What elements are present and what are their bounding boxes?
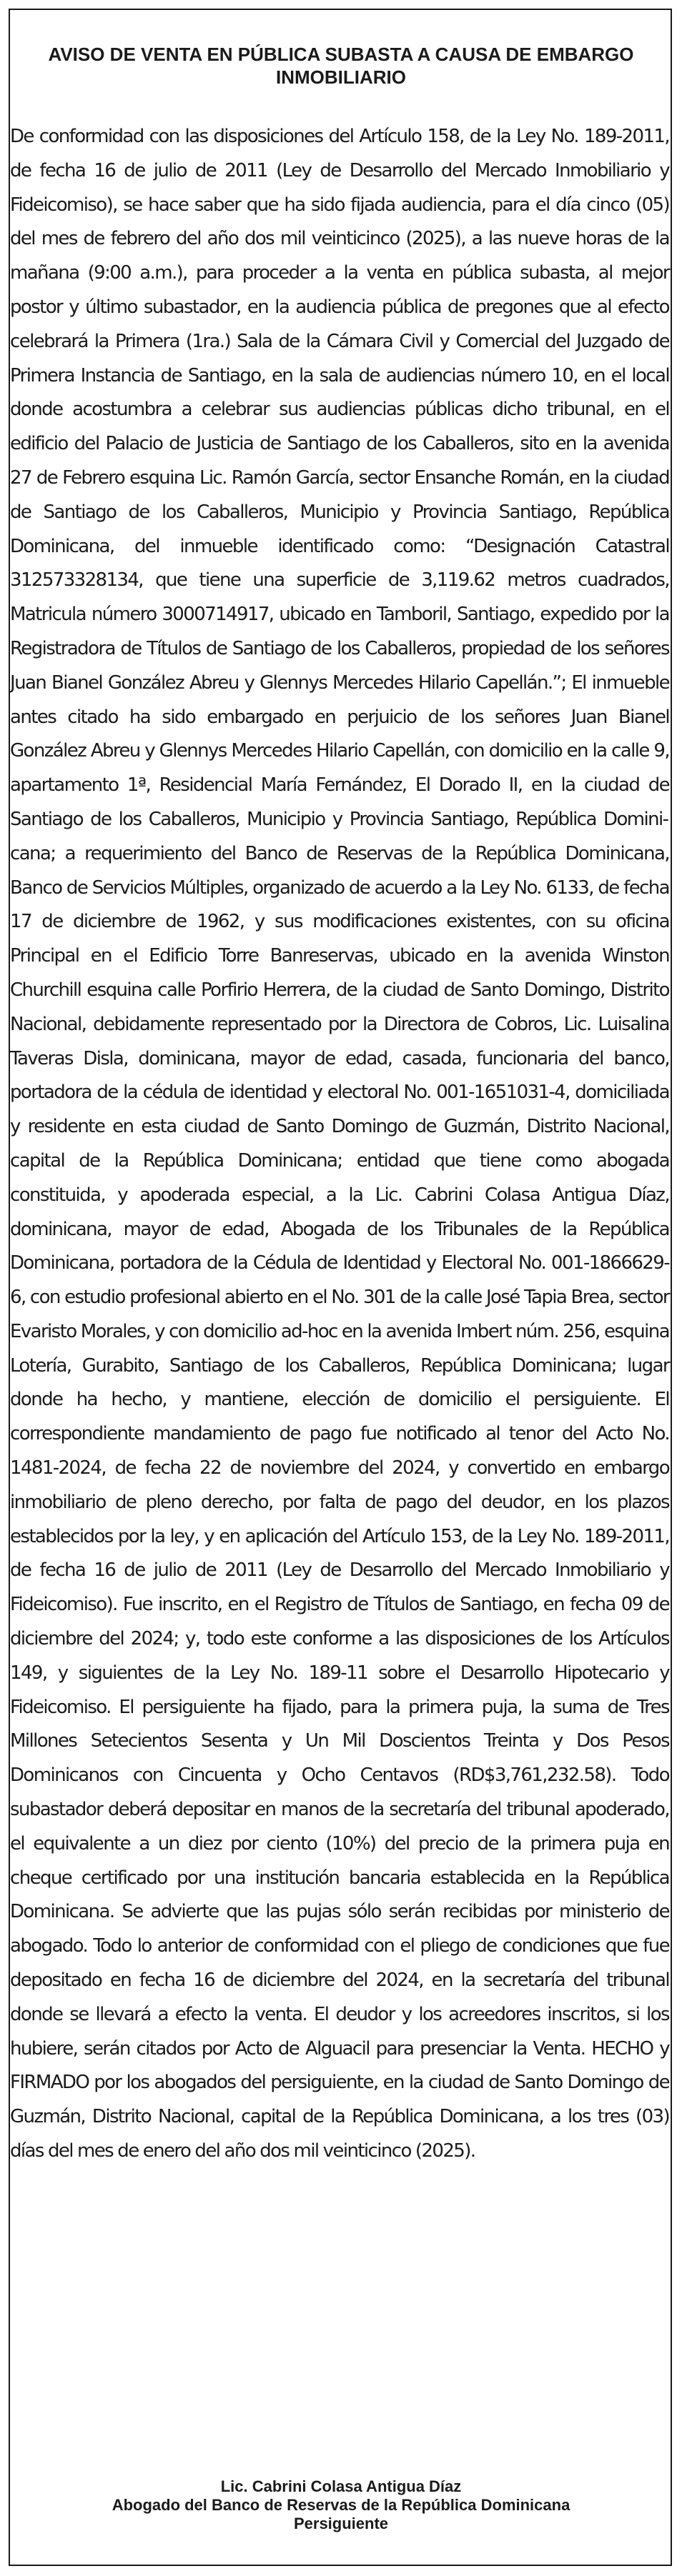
signer-role: Abogado del Banco de Reservas de la República Dominicana (112, 2496, 570, 2514)
notice-body: De conformidad con las disposiciones del Artículo 158, de la Ley No. 189-2011, de fecha 16 de julio de 2011 (Ley de Desarrollo del Mercado Inmobiliario y Fideicomiso), se hace saber que ha sido fijada audiencia, para el día cinco (05) del mes de febrero del año dos mil veinticinco (2025), a las nueve horas de la mañana (9:00 a.m.), para proceder a la venta en pública subasta, al mejor postor y último subastador, en la audiencia pública de pregones que al efecto celebrará la Primera (1ra.) Sala de la Cámara Civil y Comercial del Juzgado de Primera Instancia de Santiago, en la sala de audiencias número 10, en el local donde acostumbra a celebrar sus audiencias públicas dicho tribunal, en el edificio del Palacio de Justicia de Santiago de los Caballeros, sito en la avenida 27 de Febrero esquina Lic. Ramón García, sector Ensanche Román, en la ciudad de Santiago de los Caballeros, Municipio y Provincia Santiago, República Dominicana, del inmueble identificado como: “Designación Catastral 312573328134, que tiene una superficie de 3,119.62 metros cuadrados, Matricula número 3000714917, ubicado en Tamboril, Santiago, expedido por la Registradora de Títulos de Santiago de los Caballeros, propiedad de los señores Juan Bianel González Abreu y Glennys Mercedes Hilario Capellán.”; El inmueble antes citado ha sido embargado en perjuicio de los señores Juan Bianel González Abreu y Glennys Mercedes Hilario Capellán, con domicilio en la calle 9, apartamento 1ª, Residencial María Fernández, El Dorado II, en la ciudad de Santiago de los Caballeros, Municipio y Provincia Santiago, República Dominicana; a requerimiento del Banco de Reservas de la República Dominicana, Banco de Servicios Múltiples, organizado de acuerdo a la Ley No. 6133, de fecha 17 de diciembre de 1962, y sus modificaciones existentes, con su oficina Principal en el Edificio Torre Banreservas, ubicado en la avenida Winston Churchill esquina calle Porfirio Herrera, de la ciudad de Santo Domingo, Distrito Nacional, debidamente representado por la Directora de Cobros, Lic. Luisalina Taveras Disla, dominicana, mayor de edad, casada, funcionaria del banco, portadora de la cédula de identidad y electoral No. 001-1651031-4, domiciliada y residente en esta ciudad de Santo Domingo de Guzmán, Distrito Nacional, capital de la República Dominicana; entidad que tiene como abogada constituida, y apoderada especial, a la Lic. Cabrini Colasa Antigua Díaz, dominicana, mayor de edad, Abogada de los Tribunales de la República Dominicana, portadora de la Cédula de Identidad y Electoral No. 001-1866629-6, con estudio profesional abierto en el No. 301 de la calle José Tapia Brea, sector Evaristo Morales, y con domicilio ad-hoc en la avenida Imbert núm. 256, esquina Lotería, Gurabito, Santiago de los Caballeros, República Dominicana; lugar donde ha hecho, y mantiene, elección de domicilio el persiguiente. El correspondiente mandamiento de pago fue notificado al tenor del Acto No. 1481-2024, de fecha 22 de noviembre del 2024, y convertido en embargo inmobiliario de pleno derecho, por falta de pago del deudor, en los plazos establecidos por la ley, y en aplicación del Artículo 153, de la Ley No. 189-2011, de fecha 16 de julio de 2011 (Ley de Desarrollo del Mercado Inmobiliario y Fideicomiso). Fue inscrito, en el Registro de Títulos de Santiago, en fecha 09 de diciembre del 2024; y, todo este conforme a las disposiciones de los Artículos 149, y siguientes de la Ley No. 189-11 sobre el Desarrollo Hipotecario y Fideicomiso. El persiguiente ha fijado, para la primera puja, la suma de Tres Millones Setecientos Sesenta y Un Mil Doscientos Treinta y Dos Pesos Dominicanos con Cincuenta y Ocho Centavos (RD$3,761,232.58). Todo subastador deberá depositar en manos de la secretaría del tribunal apoderado, el equivalente a un diez por ciento (10%) del precio de la primera puja en cheque certificado por una institución bancaria establecida en la República Dominicana. Se advierte que las pujas sólo serán recibidas por ministerio de abogado. Todo lo anterior de conformidad con el pliego de condiciones que fue depositado en fecha 16 de diciembre del 2024, en la secretaría del tribunal donde se llevará a efecto la venta. El deudor y los acreedores inscritos, si los hubiere, serán citados por Acto de Alguacil para presenciar la Venta. HECHO y FIRMADO por los abogados del persiguiente, en la ciudad de Santo Domingo de Guzmán, Distrito Nacional, capital de la República Dominicana, a los tres (03) días del mes de enero del año dos mil veinticinco (2025). (10, 126, 669, 2162)
signature-block (29, 2477, 653, 2533)
notice-title: AVISO DE VENTA EN PÚBLICA SUBASTA A CAUSA DE EMBARGO INMOBILIARIO (48, 44, 634, 88)
signer-party: Persiguiente (293, 2515, 389, 2532)
signer-name: Lic. Cabrini Colasa Antigua Díaz (220, 2477, 462, 2495)
